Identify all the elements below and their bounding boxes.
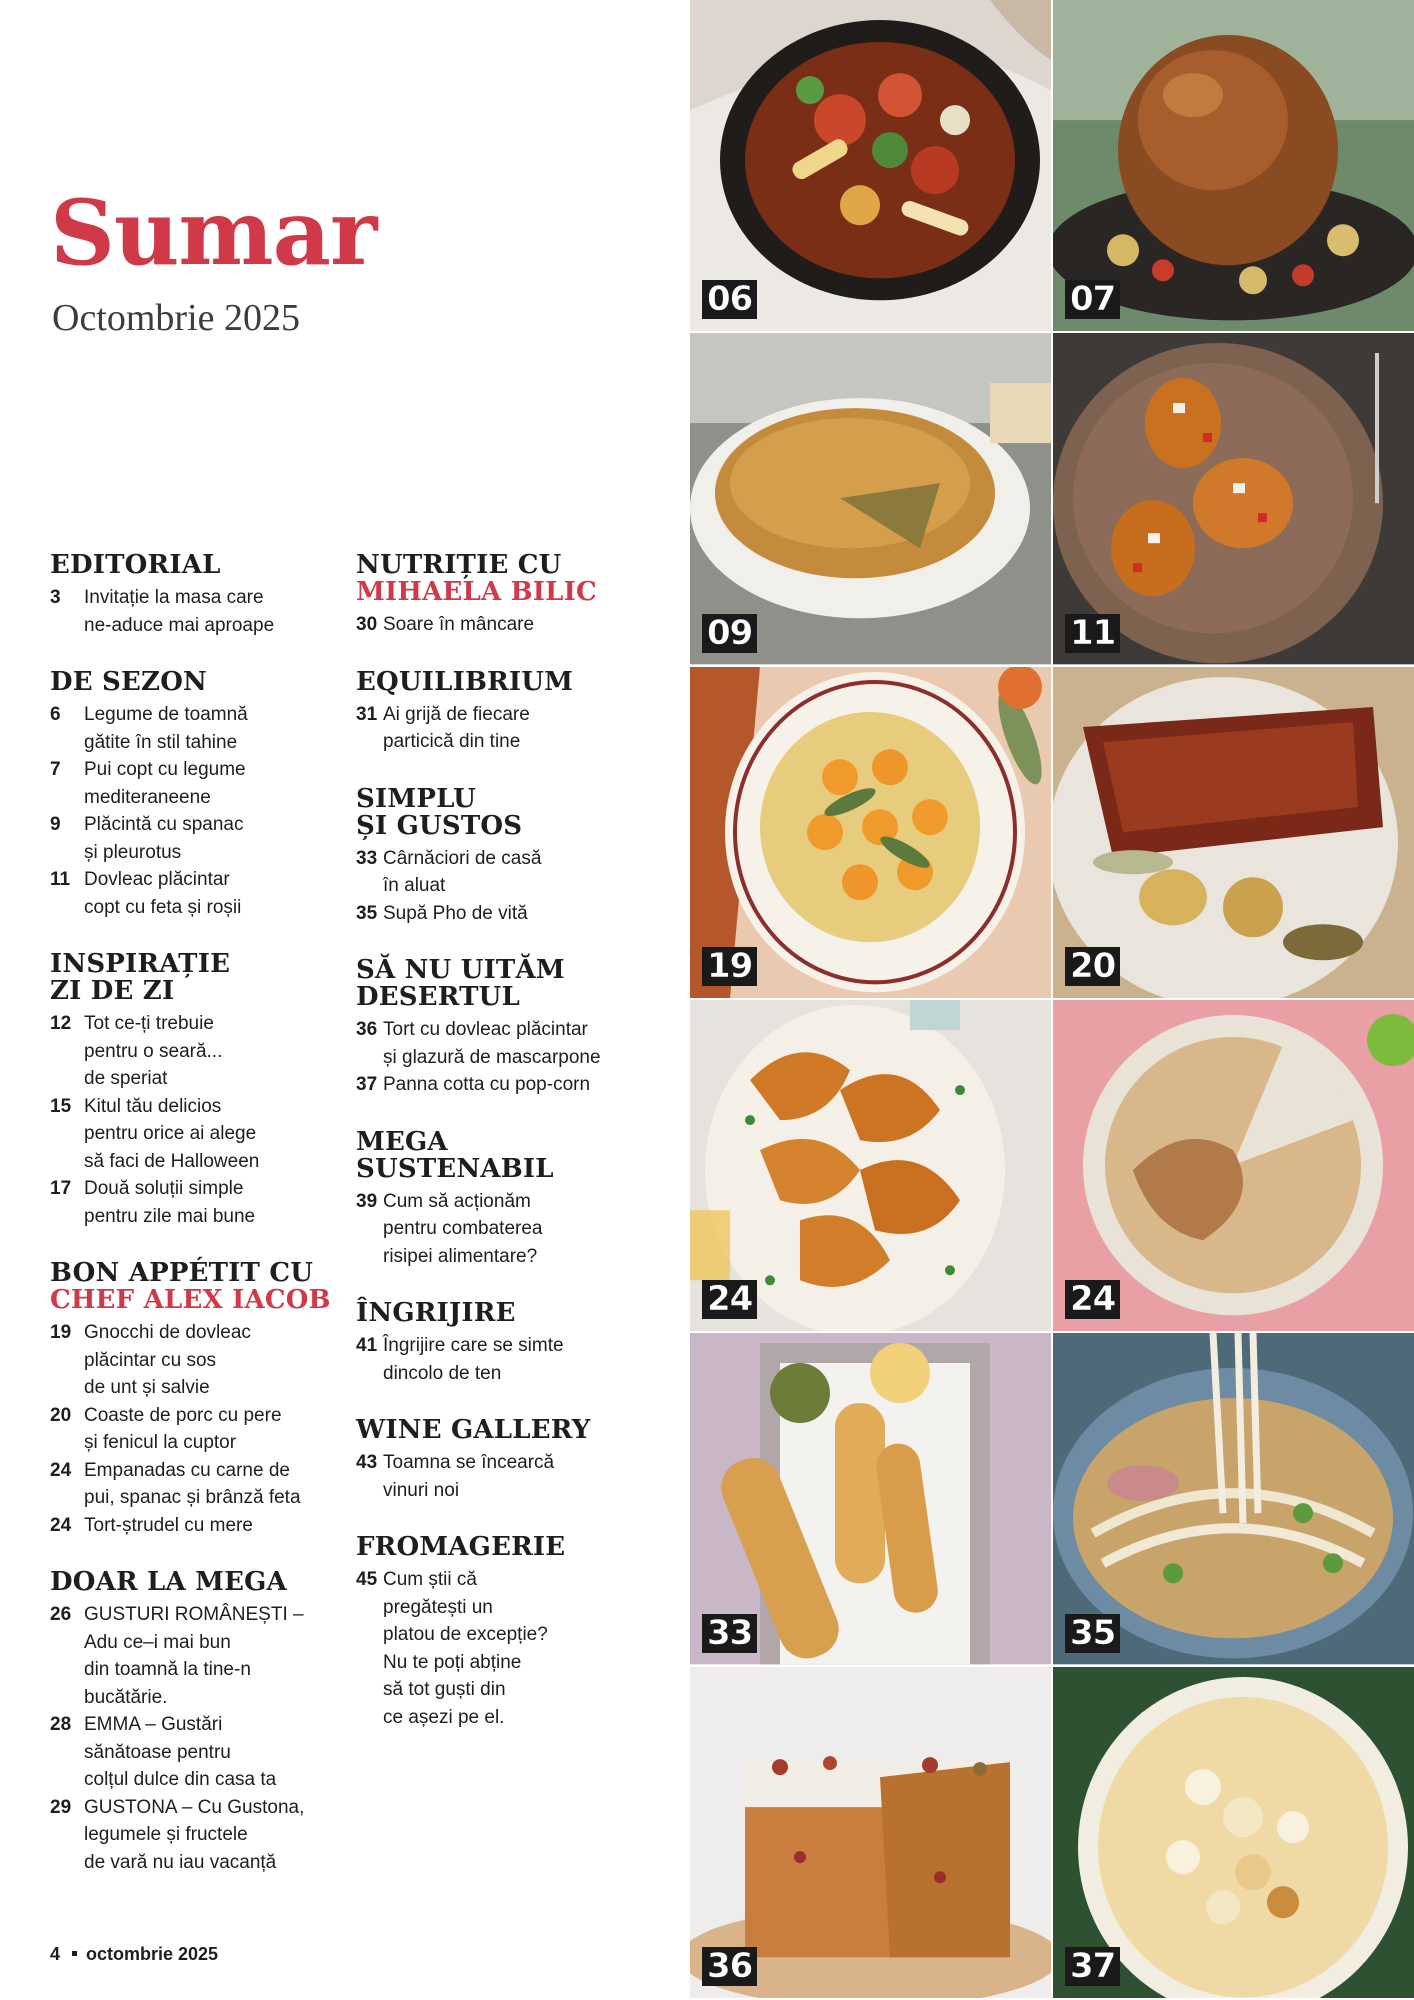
photo-tile-35[interactable]	[1053, 1333, 1414, 1664]
section-items	[50, 1601, 340, 1876]
footer-bullet-icon	[72, 1951, 77, 1956]
toc-entry[interactable]	[356, 1016, 656, 1071]
toc-entry-page: 9	[50, 814, 61, 835]
page-badge: 09	[702, 614, 757, 653]
toc-section	[356, 1534, 656, 1731]
toc-entry[interactable]	[50, 1402, 340, 1457]
section-heading-author[interactable]: MIHAELA BILIC	[356, 577, 597, 607]
toc-entry-page: 31	[356, 703, 378, 725]
section-heading[interactable]: FROMAGERIE	[356, 1532, 566, 1562]
section-heading-author[interactable]: CHEF ALEX IACOB	[50, 1285, 331, 1315]
section-heading[interactable]: ZI DE ZI	[50, 976, 175, 1006]
toc-entry-title: Tot ce-ți trebuie pentru o seară... de speriat	[84, 1013, 223, 1089]
page-badge: 36	[702, 1947, 757, 1986]
toc-entry[interactable]	[50, 584, 340, 639]
section-heading[interactable]: WINE GALLERY	[356, 1415, 591, 1445]
toc-entry-page: 11	[50, 869, 71, 890]
toc-entry-title: Invitație la masa care ne-aduce mai aproape	[84, 587, 275, 636]
toc-entry-page: 29	[50, 1796, 72, 1818]
section-heading[interactable]: SĂ NU UITĂM	[356, 955, 565, 985]
photo-tile-06[interactable]	[690, 0, 1051, 331]
section-items	[50, 584, 340, 639]
toc-entry[interactable]	[356, 845, 656, 900]
toc-section	[356, 957, 656, 1099]
section-heading[interactable]: SUSTENABIL	[356, 1153, 554, 1184]
toc-entry[interactable]	[356, 611, 656, 639]
page-badge: 33	[702, 1614, 757, 1653]
section-items	[50, 1010, 340, 1230]
toc-entry-page: 17	[50, 1178, 72, 1199]
page-badge: 11	[1065, 614, 1120, 653]
photo-grid	[690, 0, 1414, 2000]
section-heading[interactable]: ÎNGRIJIRE	[356, 1298, 516, 1328]
page-badge: 24	[702, 1280, 757, 1319]
toc-entry[interactable]	[50, 1601, 340, 1711]
toc-section	[50, 552, 340, 639]
footer-issue: octombrie 2025	[86, 1944, 219, 1964]
toc-entry-page: 39	[356, 1190, 378, 1212]
toc-entry[interactable]	[356, 701, 656, 756]
toc-column-right	[356, 552, 656, 1761]
toc-section	[50, 1569, 340, 1876]
toc-entry-title: Două soluții simple pentru zile mai bune	[84, 1178, 256, 1227]
toc-entry-title: Kitul tău delicios pentru orice ai alege să faci de Halloween	[84, 1095, 260, 1172]
toc-entry[interactable]	[356, 1188, 656, 1271]
page-subtitle: Octombrie 2025	[52, 297, 301, 339]
page-badge: 20	[1065, 947, 1120, 986]
page-footer	[50, 1944, 218, 1965]
section-items	[50, 1319, 340, 1539]
section-items	[356, 701, 656, 756]
section-heading[interactable]: INSPIRAȚIE	[50, 949, 231, 979]
section-heading[interactable]: DOAR LA MEGA	[50, 1567, 287, 1597]
page-badge: 37	[1065, 1947, 1120, 1986]
toc-entry-page: 15	[50, 1095, 72, 1117]
section-items	[50, 701, 340, 921]
toc-section	[356, 1417, 656, 1504]
toc-column-left	[50, 552, 340, 1906]
toc-entry-title: Cum știi că pregătești un platou de excepție? Nu te poți abține să tot guști din ce așezi pe el.	[383, 1569, 548, 1728]
toc-section	[50, 1260, 340, 1539]
toc-entry[interactable]	[50, 811, 340, 866]
section-heading[interactable]: SIMPLU	[356, 783, 477, 814]
toc-entry-page: 35	[356, 902, 378, 924]
section-heading[interactable]: EDITORIAL	[50, 550, 221, 580]
page-badge: 19	[702, 947, 757, 986]
toc-entry[interactable]	[356, 1332, 656, 1387]
photo-tile-33[interactable]	[690, 1333, 1051, 1664]
toc-entry-page: 45	[356, 1569, 378, 1590]
toc-section	[356, 552, 656, 639]
toc-entry-title: Toamna se încearcă vinuri noi	[383, 1452, 555, 1501]
toc-section	[356, 1126, 656, 1271]
toc-entry-title: Tort-ștrudel cu mere	[84, 1514, 253, 1536]
toc-section	[356, 666, 656, 756]
page-badge: 35	[1065, 1614, 1120, 1653]
toc-entry-page: 28	[50, 1714, 72, 1735]
toc-entry-page: 19	[50, 1322, 72, 1343]
photo-tile-11[interactable]	[1053, 333, 1414, 664]
section-items	[356, 1449, 656, 1504]
photo-tile-19[interactable]	[690, 667, 1051, 998]
toc-entry-title: Îngrijire care se simte dincolo de ten	[383, 1335, 564, 1384]
toc-entry[interactable]	[50, 1457, 340, 1512]
toc-entry-title: Gnocchi de dovleac plăcintar cu sos de unt și salvie	[84, 1322, 251, 1398]
toc-entry[interactable]	[50, 1512, 340, 1540]
toc-entry[interactable]	[50, 866, 340, 921]
section-items	[356, 1016, 656, 1099]
footer-page-number: 4	[50, 1944, 61, 1964]
toc-entry-page: 12	[50, 1013, 72, 1034]
toc-entry-page: 7	[50, 759, 61, 780]
toc-entry-page: 26	[50, 1604, 72, 1625]
toc-section	[356, 1300, 656, 1387]
section-heading[interactable]: NUTRIȚIE CU	[356, 550, 562, 580]
photo-tile-24a[interactable]	[690, 1000, 1051, 1331]
toc-section	[50, 951, 340, 1230]
toc-entry[interactable]	[50, 1175, 340, 1230]
toc-entry[interactable]	[50, 701, 340, 756]
toc-entry-title: EMMA – Gustări sănătoase pentru colțul dulce din casa ta	[84, 1714, 277, 1790]
photo-tile-36[interactable]	[690, 1667, 1051, 1998]
toc-entry-page: 24	[50, 1459, 72, 1481]
section-items	[356, 611, 656, 639]
section-items	[356, 1188, 656, 1271]
section-heading[interactable]: ȘI GUSTOS	[356, 810, 523, 841]
toc-entry[interactable]	[50, 1010, 340, 1093]
toc-entry-page: 3	[50, 587, 61, 608]
toc-entry[interactable]	[356, 1566, 656, 1731]
toc-entry-title: Soare în mâncare	[383, 614, 535, 635]
section-items	[356, 1566, 656, 1731]
section-heading[interactable]: EQUILIBRIUM	[356, 666, 574, 697]
toc-entry-title: Dovleac plăcintar copt cu feta și roșii	[84, 869, 242, 918]
photo-tile-24b[interactable]	[1053, 1000, 1414, 1331]
toc-section	[50, 669, 340, 921]
toc-section	[356, 783, 656, 928]
toc-entry-title: Pui copt cu legume mediteraneene	[84, 759, 246, 808]
toc-entry-title: Cum să acționăm pentru combaterea risipei alimentare?	[383, 1190, 543, 1267]
section-items	[356, 1332, 656, 1387]
page-badge: 07	[1065, 280, 1120, 319]
toc-entry-title: Cârnăciori de casă în aluat	[383, 847, 542, 896]
toc-entry-page: 33	[356, 847, 378, 869]
toc-entry-title: Plăcintă cu spanac și pleurotus	[84, 814, 244, 863]
toc-entry[interactable]	[50, 1093, 340, 1176]
page-badge: 24	[1065, 1280, 1120, 1319]
toc-entry-title: Coaste de porc cu pere și fenicul la cuptor	[84, 1404, 282, 1453]
toc-entry-title: Tort cu dovleac plăcintar și glazură de mascarpone	[383, 1019, 601, 1068]
toc-entry[interactable]	[356, 900, 656, 928]
photo-tile-09[interactable]	[690, 333, 1051, 664]
toc-entry[interactable]	[356, 1449, 656, 1504]
section-heading[interactable]: DESERTUL	[356, 982, 521, 1012]
toc-entry-title: Ai grijă de fiecare particică din tine	[383, 703, 530, 752]
toc-entry[interactable]	[50, 1319, 340, 1402]
photo-tile-20[interactable]	[1053, 667, 1414, 998]
toc-entry-page: 43	[356, 1452, 378, 1473]
photo-tile-07[interactable]	[1053, 0, 1414, 331]
toc-entry[interactable]	[50, 1711, 340, 1794]
section-heading[interactable]: DE SEZON	[50, 667, 208, 697]
toc-entry[interactable]	[356, 1071, 656, 1099]
toc-entry-title: Supă Pho de vită	[383, 902, 528, 924]
toc-entry-page: 30	[356, 614, 378, 635]
toc-entry-page: 6	[50, 704, 61, 725]
toc-entry-title: GUSTURI ROMÂNEȘTI – Adu ce–i mai bun din toamnă la tine-n bucătărie.	[84, 1604, 304, 1708]
toc-entry-page: 24	[50, 1514, 72, 1536]
page-badge: 06	[702, 280, 757, 319]
page-title: Sumar	[50, 180, 377, 286]
toc-entry-title: Panna cotta cu pop-corn	[383, 1074, 591, 1095]
toc-entry-title: Empanadas cu carne de pui, spanac și brânză feta	[84, 1459, 301, 1508]
toc-entry-page: 41	[356, 1335, 378, 1356]
toc-entry-page: 36	[356, 1019, 378, 1040]
toc-entry[interactable]	[50, 756, 340, 811]
section-heading[interactable]: BON APPÉTIT CU	[50, 1258, 314, 1288]
toc-entry-title: Legume de toamnă gătite în stil tahine	[84, 704, 248, 753]
section-heading[interactable]: MEGA	[356, 1126, 448, 1157]
toc-entry-page: 20	[50, 1404, 72, 1426]
toc-entry-title: GUSTONA – Cu Gustona, legumele și fructele de vară nu iau vacanță	[84, 1796, 305, 1873]
toc-entry[interactable]	[50, 1794, 340, 1877]
toc-entry-page: 37	[356, 1074, 378, 1095]
section-items	[356, 845, 656, 928]
photo-tile-37[interactable]	[1053, 1667, 1414, 1998]
